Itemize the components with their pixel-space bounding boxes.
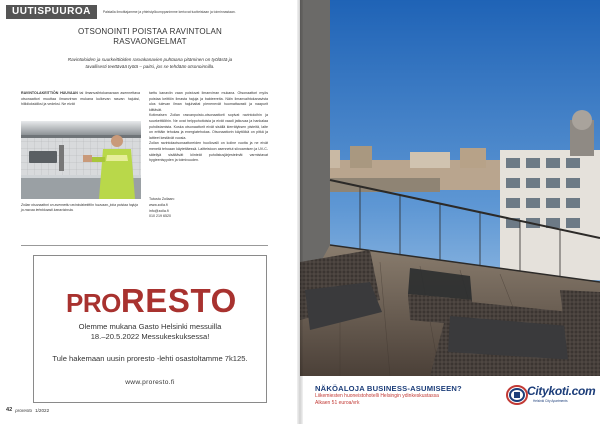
- section-tag: UUTISPUUROA: [6, 5, 97, 19]
- citykoti-emblem-icon: [506, 384, 528, 406]
- contact-phone: 010 219 6520: [149, 214, 171, 219]
- kitchen-photo: [21, 121, 141, 199]
- page-footer: [6, 407, 49, 413]
- article-column-2: [149, 91, 268, 164]
- article-title-line-2: RASVAONGELMAT: [113, 37, 187, 46]
- issue-number: 1/2022: [35, 407, 50, 413]
- magazine-name: proresto: [15, 407, 33, 413]
- photo-caption: Zoilan otsonaattori on asennettu ravintolakeittiön huuvaan, joka poistaa hajuja ja rasvaa tehokkaasti kanavistosta.: [21, 203, 138, 212]
- advert-title: NÄKÖALOJA BUSINESS-ASUMISEEN?: [315, 384, 462, 393]
- article-divider: [21, 245, 268, 246]
- citykoti-tagline: Helsinki City Apartments: [533, 399, 568, 403]
- article-column-1: [21, 91, 140, 108]
- article-title-line-1: OTSONOINTI POISTAA RAVINTOLAN: [77, 27, 223, 36]
- logo-pro: PRO: [66, 288, 121, 318]
- ad-line-2: 18.–20.5.2022 Messukeskuksessa!: [90, 332, 210, 341]
- proresto-logo: [66, 282, 237, 320]
- citykoti-logo[interactable]: [506, 384, 596, 408]
- citykoti-wordmark: Citykoti.com: [527, 384, 596, 398]
- section-description: Palstalla ilmoittajamme ja yhteistyökumppanimme kertovat tuotteistaan ja toiminnastaan.: [102, 10, 236, 14]
- column-2-paragraph-1: tarttu kanaviin vaan poistuvat ilmanvirran mukana. Otsonaattori myös poistaa keittiön ilmasta hajuja ja bakteereita. Näin ilmanvaihtokanavista ulos tulevan ilman hajuhaitat pienenevät huomattavasti ja naapurit kiittävät.: [149, 91, 268, 112]
- advert-caption: [315, 384, 505, 406]
- contact-label: Tutustu Zoilaan:: [149, 197, 175, 201]
- article-title: [40, 27, 260, 47]
- section-header: [6, 5, 236, 19]
- logo-resto: RESTO: [120, 282, 237, 319]
- contact-email[interactable]: info@zoila.fi: [149, 208, 169, 213]
- proresto-advertisement: [33, 255, 267, 403]
- article-contact: [149, 197, 268, 220]
- ad-line-1: Olemme mukana Gasto Helsinki messuilla: [78, 322, 222, 331]
- right-page: [300, 0, 600, 424]
- column-2-paragraph-2: Kotimaisen Zoilan rasvanpoisto-otsonaattorit sopivat ravintoloihin ja suurkeittiöihin. Ne ovat helppohoitoisia ja eivät vaadi jatkuvaa ja hankalaa puhdistamista. Koska otsonaattorit eivät sisällä kierrätyksen pisteitä, laite on erittäin tehokas ja energiatehokas. Otsonaattorin käyttöikä on pitkä ja laitteet kestävät vuosia.: [149, 113, 268, 140]
- advert-line-2: Alkaen 51 euroa/vrk: [315, 399, 360, 406]
- page-number: 42: [6, 407, 13, 413]
- column-2-paragraph-3: Zoilan ravintolaotsonaattoreiden huollovalli on koline vuotta ja ne eivät menetä tehoaan käytettäessä. Laitteistoon asennetut siivoamisen ja UV-C-säteilyä sisältävät kiinteät puhdistusjärjestelmät varmistavat hygieenisyyden ja toimivuuden.: [149, 141, 268, 163]
- column-lede: RAVINTOLAKEITTIÖN HUUVAAN: [21, 91, 78, 95]
- contact-website[interactable]: www.zoila.fi: [149, 202, 168, 207]
- ad-line-3: Tule hakemaan uusin proresto -lehti osastoltamme 7k125.: [52, 354, 248, 363]
- advert-line-1: Liikemiesten huoneistohotelli Helsingin ydinkeskustassa: [315, 393, 439, 399]
- article-lead: Ravintoloiden ja suurkeittiöiden rasvakanavien puhtaana pitäminen on työlästä ja tavallisesti teettävää työtä – paitsi, jos se tehdään otsonoinnilla.: [67, 57, 233, 69]
- terrace-photo: [300, 0, 600, 376]
- spread-gutter: [297, 0, 303, 424]
- ad-url[interactable]: www.proresto.fi: [125, 379, 175, 386]
- column-1-text: tai ilmanvaihtokanavaan asennettava otsonaattori muuttaa ilmanvirran mukana kulkevan rasvan hajuksi, hiilidioksidiksi ja vedeksi. Ne eivät: [21, 91, 140, 107]
